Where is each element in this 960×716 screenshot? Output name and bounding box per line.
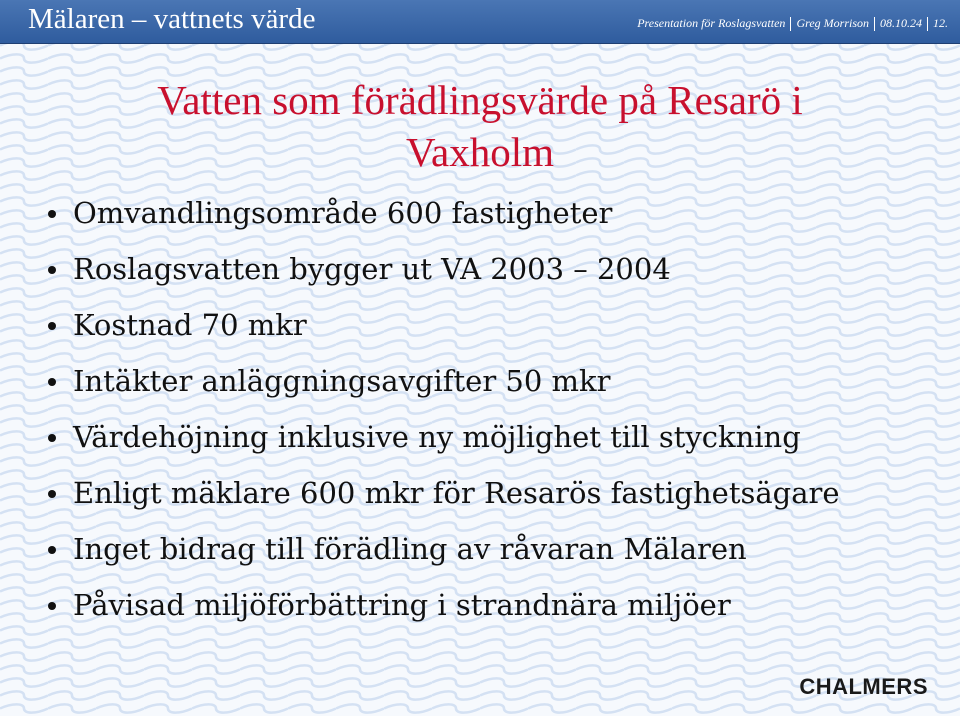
chalmers-logo: CHALMERS	[799, 674, 928, 699]
bullet-dot-icon	[48, 490, 56, 498]
bullet-dot-icon	[48, 322, 56, 330]
separator	[790, 17, 791, 31]
bullet-item	[48, 415, 840, 471]
slide-title-line-1: Vatten som förädlingsvärde på Resarö i	[157, 77, 803, 123]
bullet-text: Påvisad miljöförbättring i strandnära miljöer	[73, 588, 731, 622]
bullet-text: Intäkter anläggningsavgifter 50 mkr	[73, 364, 611, 398]
bullet-dot-icon	[48, 378, 56, 386]
header-title: Mälaren – vattnets värde	[28, 3, 316, 35]
bullet-list	[48, 191, 840, 639]
bullet-text: Omvandlingsområde 600 fastigheter	[73, 196, 613, 230]
author-label: Greg Morrison	[796, 16, 869, 30]
slide-title	[0, 74, 960, 178]
bullet-dot-icon	[48, 266, 56, 274]
bullet-item	[48, 527, 840, 583]
date-label: 08.10.24	[880, 16, 922, 30]
presentation-label: Presentation för Roslagsvatten	[637, 16, 786, 30]
bullet-text: Inget bidrag till förädling av råvaran Mälaren	[73, 532, 747, 566]
bullet-text: Värdehöjning inklusive ny möjlighet till styckning	[73, 420, 801, 454]
bullet-item	[48, 247, 840, 303]
bullet-item	[48, 471, 840, 527]
separator	[927, 17, 928, 31]
bullet-item	[48, 583, 840, 639]
slide-title-line-2: Vaxholm	[405, 129, 555, 175]
bullet-text: Enligt mäklare 600 mkr för Resarös fastighetsägare	[73, 476, 840, 510]
header-meta	[637, 16, 948, 31]
bullet-dot-icon	[48, 434, 56, 442]
bullet-item	[48, 303, 840, 359]
bullet-text: Kostnad 70 mkr	[73, 308, 307, 342]
page-number: 12.	[933, 16, 948, 30]
bullet-dot-icon	[48, 210, 56, 218]
bullet-item	[48, 359, 840, 415]
bullet-text: Roslagsvatten bygger ut VA 2003 – 2004	[73, 252, 671, 286]
bullet-dot-icon	[48, 546, 56, 554]
bullet-item	[48, 191, 840, 247]
bullet-dot-icon	[48, 602, 56, 610]
separator	[874, 17, 875, 31]
header-bar	[0, 0, 960, 44]
